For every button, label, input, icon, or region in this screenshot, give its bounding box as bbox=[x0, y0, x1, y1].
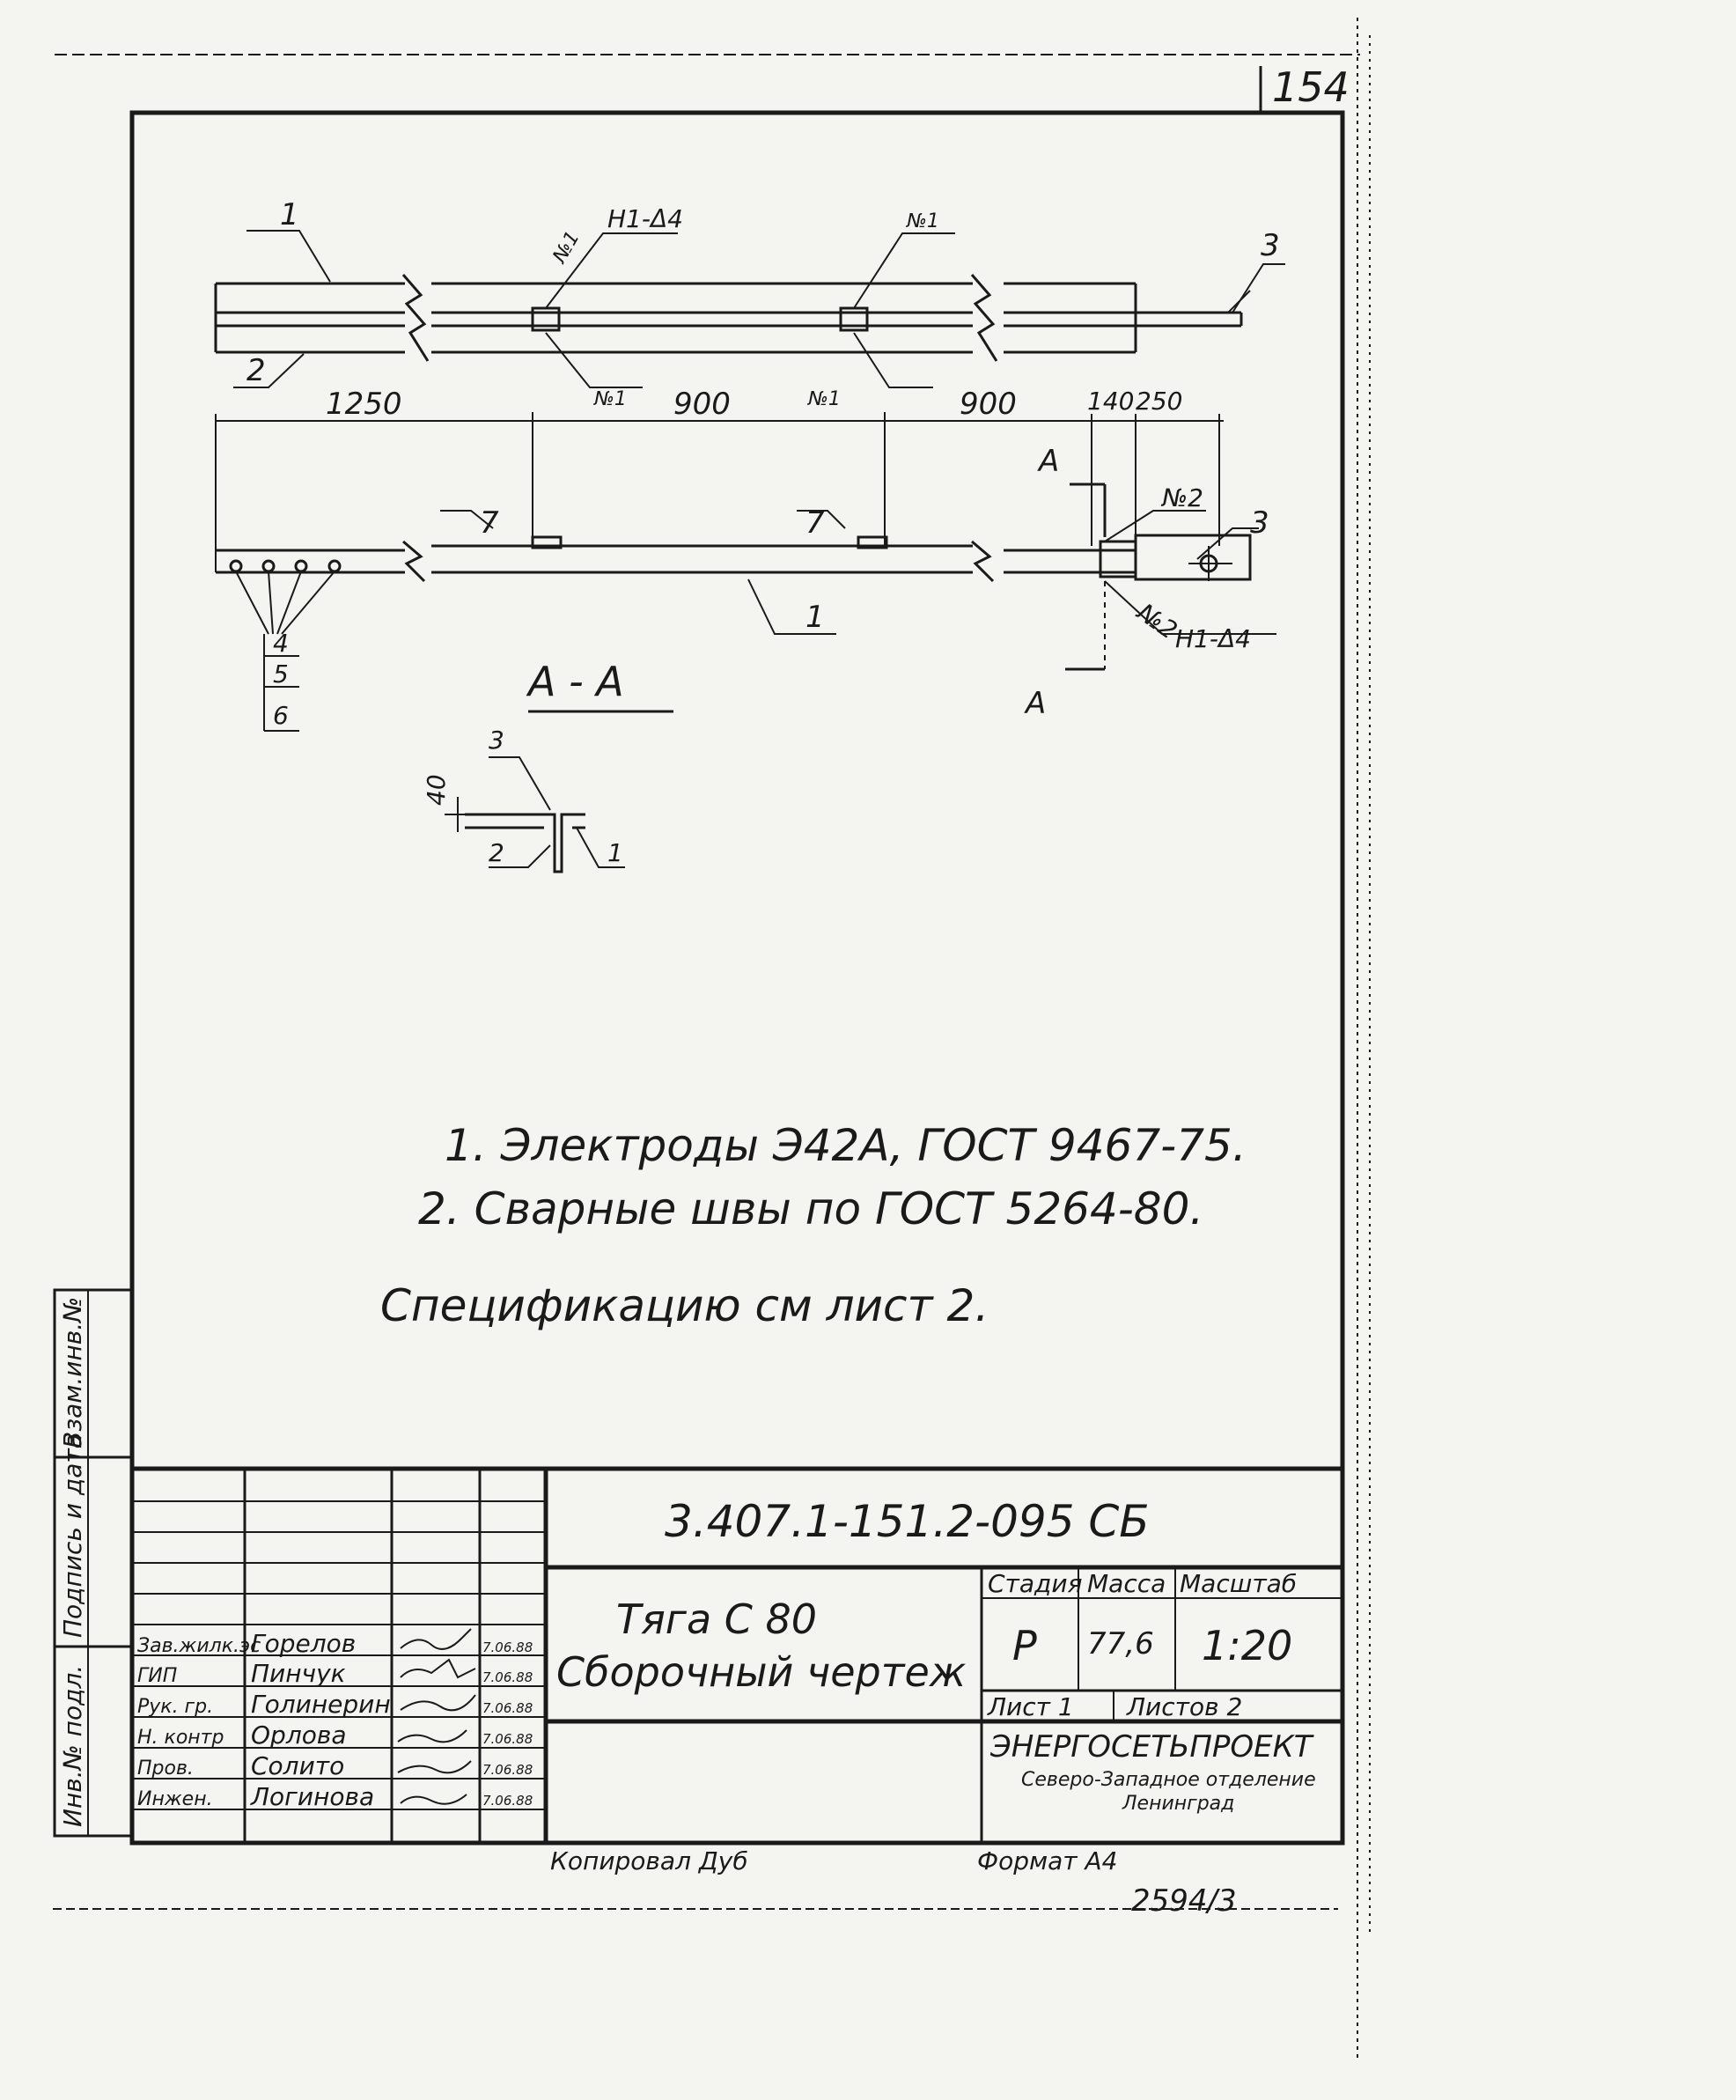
section-mark-bottom: A bbox=[1026, 686, 1047, 721]
person-role: Н. контр bbox=[137, 1727, 224, 1749]
note-1: 1. Электроды Э42А, ГОСТ 9467-75. bbox=[445, 1120, 1247, 1171]
dim-140: 140 bbox=[1087, 387, 1135, 416]
person-role: Пров. bbox=[137, 1757, 194, 1779]
section-title: A - A bbox=[528, 658, 624, 705]
dim-900-b: 900 bbox=[960, 387, 1017, 422]
elev-part-label-7b: 7 bbox=[805, 505, 825, 541]
stage-header: Стадия bbox=[988, 1569, 1083, 1598]
side-stamp-signature-date: Подпись и дата bbox=[58, 1433, 87, 1638]
person-name: Солито bbox=[251, 1751, 345, 1780]
person-name: Голинерин bbox=[251, 1690, 391, 1719]
sheet-label: Лист 1 bbox=[988, 1692, 1074, 1721]
person-date: 7.06.88 bbox=[482, 1793, 533, 1809]
person-date: 7.06.88 bbox=[482, 1669, 533, 1685]
section-part-label-2: 2 bbox=[489, 838, 504, 867]
org-city: Ленинград bbox=[1122, 1793, 1235, 1815]
plan-part-label-3: 3 bbox=[1261, 228, 1280, 263]
person-date: 7.06.88 bbox=[482, 1731, 533, 1747]
section-a-a bbox=[445, 711, 673, 872]
title-line-2: Сборочный чертеж bbox=[556, 1648, 967, 1696]
dim-250: 250 bbox=[1136, 387, 1183, 416]
person-name: Пинчук bbox=[251, 1659, 346, 1688]
stage-value: Р bbox=[1012, 1622, 1037, 1669]
person-name: Горелов bbox=[251, 1629, 357, 1658]
archive-number: 2594/3 bbox=[1131, 1883, 1237, 1919]
person-name: Логинова bbox=[251, 1782, 375, 1811]
plan-weld-mark-1: №1 bbox=[548, 227, 585, 267]
person-role: ГИП bbox=[137, 1665, 178, 1687]
plan-part-label-1: 1 bbox=[280, 197, 299, 232]
title-line-1: Тяга С 80 bbox=[616, 1595, 818, 1643]
side-stamp-original-inv: Инв.№ подл. bbox=[58, 1664, 87, 1827]
plan-weld-mark-4: №1 bbox=[808, 388, 841, 410]
doc-code: 3.407.1-151.2-095 СБ bbox=[665, 1496, 1150, 1547]
elev-part-label-1: 1 bbox=[805, 600, 825, 635]
person-role: Рук. гр. bbox=[137, 1696, 214, 1718]
plan-weld-mark-3: №1 bbox=[594, 388, 627, 410]
side-stamp-replaced-inv: Взам.инв.№ bbox=[58, 1296, 87, 1448]
note-2: 2. Сварные швы по ГОСТ 5264-80. bbox=[418, 1183, 1204, 1234]
person-date: 7.06.88 bbox=[482, 1762, 533, 1778]
person-role: Инжен. bbox=[137, 1788, 213, 1810]
elev-weld-mark-top: №2 bbox=[1162, 483, 1203, 512]
sheet-number: 154 bbox=[1272, 63, 1350, 111]
spec-note: Спецификацию см лист 2. bbox=[380, 1280, 989, 1331]
copied-by: Копировал Дуб bbox=[550, 1846, 748, 1875]
elev-part-label-3: 3 bbox=[1250, 505, 1269, 541]
person-role: Зав.жилк.эс bbox=[137, 1635, 261, 1657]
person-date: 7.06.88 bbox=[482, 1700, 533, 1716]
elev-part-label-5: 5 bbox=[273, 659, 289, 689]
person-name: Орлова bbox=[251, 1721, 347, 1750]
scale-header: Масштаб bbox=[1180, 1569, 1298, 1598]
section-dim-40: 40 bbox=[422, 774, 451, 806]
elev-part-label-7a: 7 bbox=[480, 505, 499, 541]
elev-part-label-4: 4 bbox=[273, 629, 289, 658]
scale-value: 1:20 bbox=[1202, 1622, 1293, 1669]
dim-900-a: 900 bbox=[673, 387, 731, 422]
org-name: ЭНЕРГОСЕТЬПРОЕКТ bbox=[990, 1729, 1313, 1765]
plan-weld-mark-2: №1 bbox=[907, 210, 939, 232]
sheets-label: Листов 2 bbox=[1127, 1692, 1243, 1721]
format-label: Формат А4 bbox=[977, 1846, 1118, 1875]
elevation-view bbox=[216, 412, 1276, 731]
section-part-label-1: 1 bbox=[607, 838, 623, 867]
mass-value: 77,6 bbox=[1087, 1626, 1154, 1662]
elev-weld-mark-bottom: №2 bbox=[1131, 597, 1183, 645]
plan-view bbox=[216, 231, 1285, 387]
elev-weld-callout: H1-Δ4 bbox=[1175, 624, 1251, 653]
dim-1250: 1250 bbox=[326, 387, 402, 422]
org-branch: Северо-Западное отделение bbox=[1021, 1769, 1316, 1791]
section-part-label-3: 3 bbox=[489, 726, 504, 755]
person-date: 7.06.88 bbox=[482, 1639, 533, 1655]
plan-weld-callout: H1-Δ4 bbox=[607, 204, 683, 233]
plan-part-label-2: 2 bbox=[246, 353, 266, 388]
mass-header: Масса bbox=[1087, 1569, 1166, 1598]
elev-part-label-6: 6 bbox=[273, 701, 289, 730]
section-mark-top: A bbox=[1039, 444, 1060, 479]
